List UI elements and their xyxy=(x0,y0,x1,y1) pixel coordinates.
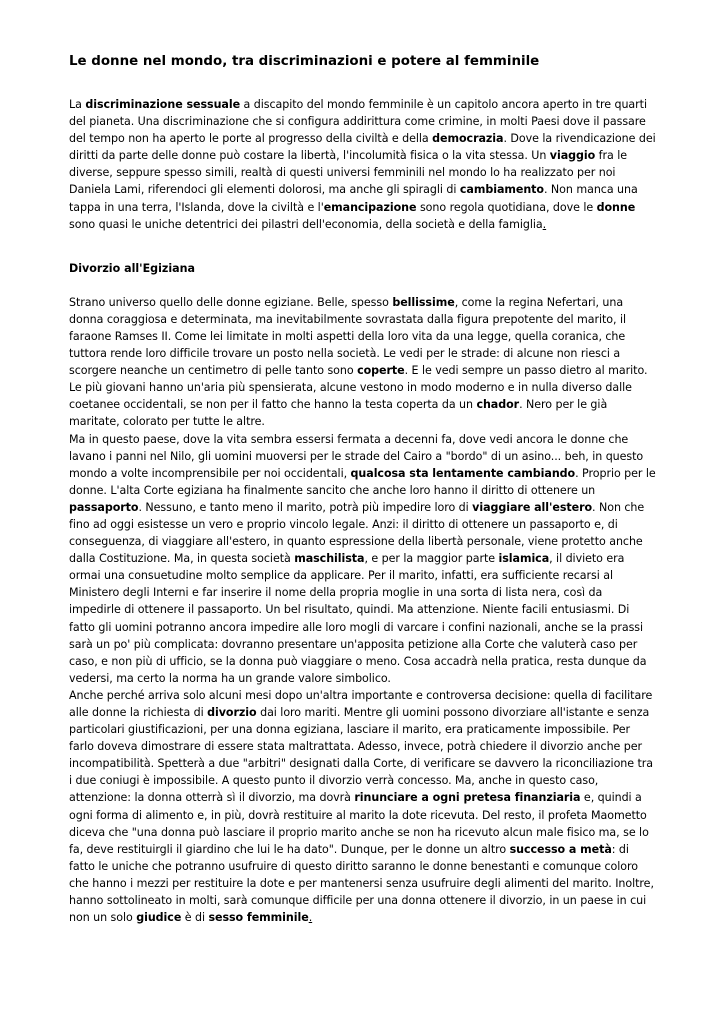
bold-phrase: maschilista xyxy=(294,552,365,566)
text-run: sono quasi le uniche detentrici dei pilastri dell'economia, della società e della famiglia xyxy=(69,217,543,231)
text-run: . Proprio per le donne. L'alta Corte egiziana ha finalmente sancito che anche loro hanno il diritto di ottenere un xyxy=(69,466,656,497)
text-run: : di fatto le uniche che potranno usufruire di questo diritto saranno le donne benestanti e comunque coloro che hanno i mezzi per restituire la dote e per mantenersi senza usufruire degli alimenti del marito. Inoltre, hanno sottolineato in molti, sarà comunque difficile per una donna ottenere il divorzio, in un paese in cui non un solo xyxy=(69,842,654,925)
bold-phrase: viaggio xyxy=(549,149,596,163)
bold-phrase: emancipazione xyxy=(323,200,417,214)
text-run: . Non che fino ad oggi esistesse un vero e proprio vincolo legale. Anzi: il diritto di ottenere un passaporto e, di conseguenza, di viaggiare all'estero, in quanto espressione della libertà personale, viene protetto anche dalla Costituzione. Ma, in questa società xyxy=(69,500,645,566)
bold-phrase: viaggiare all'estero xyxy=(472,500,593,514)
bold-phrase: islamica xyxy=(498,552,550,566)
bold-phrase: rinunciare a ogni pretesa finanziaria xyxy=(354,791,581,805)
text-run: Ma in questo paese, dove la vita sembra essersi fermata a decenni fa, dove vedi ancora le donne che lavano i panni nel Nilo, gli uomini muoversi per le strade del Cairo a "bordo" di un asino... beh, in questo mondo a volte incomprensibile per noi occidentali, xyxy=(69,432,644,480)
section-heading: Divorzio all'Egiziana xyxy=(69,261,196,275)
bold-phrase: democrazia xyxy=(432,132,504,146)
text-run: . Non manca una tappa in una terra, l'Islanda, dove la civiltà e l' xyxy=(69,183,638,214)
document-title: Le donne nel mondo, tra discriminazioni e potere al femminile xyxy=(69,54,540,69)
text-run: . E le vedi sempre un passo dietro al marito. Le più giovani hanno un'aria più spensierata, alcune vestono in modo moderno e in nulla diverso dalle coetanee occidentali, se non per il fatto che hanno la testa coperta da un xyxy=(69,364,648,412)
text-run: , e per la maggior parte xyxy=(364,552,499,566)
spacer xyxy=(69,277,657,294)
document-page xyxy=(69,52,657,926)
bold-phrase: discriminazione sessuale xyxy=(85,98,241,111)
text-run: a discapito del mondo femminile è un capitolo ancora aperto in tre quarti del pianeta. Una discriminazione che si configura addirittura come crimine, in molti Paesi dove il passare del tempo non ha aperto le porte al progresso della civiltà e della xyxy=(69,98,647,146)
bold-phrase: successo a metà xyxy=(509,842,612,856)
text-run: dai loro mariti. Mentre gli uomini possono divorziare all'istante e senza particolari giustificazioni, per una donna egiziana, lasciare il marito, era praticamente impossibile. Per farlo doveva dimostrare di essere stata maltrattata. Adesso, invece, potrà chiedere il divorzio anche per incompatibilità. Spetterà a due "arbitri" designati dalla Corte, di verificare se davvero la riconciliazione tra i due coniugi è impossibile. A questo punto il divorzio verrà concesso. Ma, anche in questo caso, attenzione: la donna otterrà sì il divorzio, ma dovrà xyxy=(69,706,654,805)
text-run: , il divieto era ormai una consuetudine molto semplice da applicare. Per il marito, infatti, era sufficiente recarsi al Ministero degli Interni e far inserire il nome della propria moglie in una sorta di lista nera, così da impedirle di ottenere il passaporto. Un bel risultato, quindi. Ma attenzione. Niente facili entusiasmi. Di fatto gli uomini potranno ancora impedire alle loro mogli di varcare i confini nazionali, anche se la prassi sarà un po' più complicata: dovranno presentare un'apposita petizione alla Corte che valuterà caso per caso, e non più di ufficio, se la donna può viaggiare o meno. Cosa accadrà nella pratica, resta dunque da vedersi, ma certo la norma ha un grande valore simbolico. xyxy=(69,552,647,685)
bold-phrase: giudice xyxy=(136,911,182,925)
text-run: La xyxy=(69,98,86,111)
text-run: . Nessuno, e tanto meno il marito, potrà più impedire loro di xyxy=(138,500,473,514)
text-run: , come la regina Nefertari, una donna coraggiosa e determinata, ma inevitabilmente sovrastata dalla figura prepotente del marito, il faraone Ramses II. Come lei limitate in molti aspetti della loro vita da una legge, quella coranica, che tuttora rende loro difficile trovare un posto nella società. Le vedi per le strade: di alcune non riesci a scorgere neanche un centimetro di pelle tanto sono xyxy=(69,295,627,378)
text-run: Strano universo quello delle donne egiziane. Belle, spesso xyxy=(69,295,393,309)
text-run: Anche perché arriva solo alcuni mesi dopo un'altra importante e controversa decisione: quella di facilitare alle donne la richiesta di xyxy=(69,688,653,719)
bold-phrase: divorzio xyxy=(207,706,257,719)
underlined-period: . xyxy=(542,217,547,231)
bold-phrase: cambiamento xyxy=(459,183,544,197)
body-paragraph xyxy=(69,294,657,926)
bold-phrase: coperte xyxy=(357,364,405,378)
spacer xyxy=(69,233,657,249)
intro-paragraph xyxy=(69,96,657,233)
text-run: . Nero per le già maritate, colorato per tutte le altre. xyxy=(69,398,608,429)
bold-phrase: sesso femminile xyxy=(208,911,309,925)
text-run: e, quindi a ogni forma di alimento e, in più, dovrà restituire al marito la dote ricevuta. Del resto, il profeta Maometto diceva che "una donna può lasciare il proprio marito anche se non ha ricevuto alcun male fisico ma, se lo fa, deve restituirgli il giardino che lui le ha dato". Dunque, per le donne un altro xyxy=(69,791,649,856)
text-run: fra le diverse, seppure spesso simili, realtà di questi universi femminili nel mondo lo ha realizzato per noi Daniela Lami, riferendoci gli elementi dolorosi, ma anche gli spiragli di xyxy=(69,149,628,197)
text-run: . Dove la rivendicazione dei diritti da parte delle donne può costare la libertà, l'incolumità fisica o la vita stessa. Un xyxy=(69,132,656,163)
bold-phrase: bellissime xyxy=(392,295,455,309)
underlined-period: . xyxy=(308,911,313,925)
bold-phrase: chador xyxy=(476,398,520,412)
bold-phrase: qualcosa sta lentamente cambiando xyxy=(350,466,576,480)
text-run: è di xyxy=(181,911,209,925)
bold-phrase: passaporto xyxy=(69,500,139,514)
text-run: sono regola quotidiana, dove le xyxy=(416,200,597,214)
bold-phrase: donne xyxy=(596,200,636,214)
